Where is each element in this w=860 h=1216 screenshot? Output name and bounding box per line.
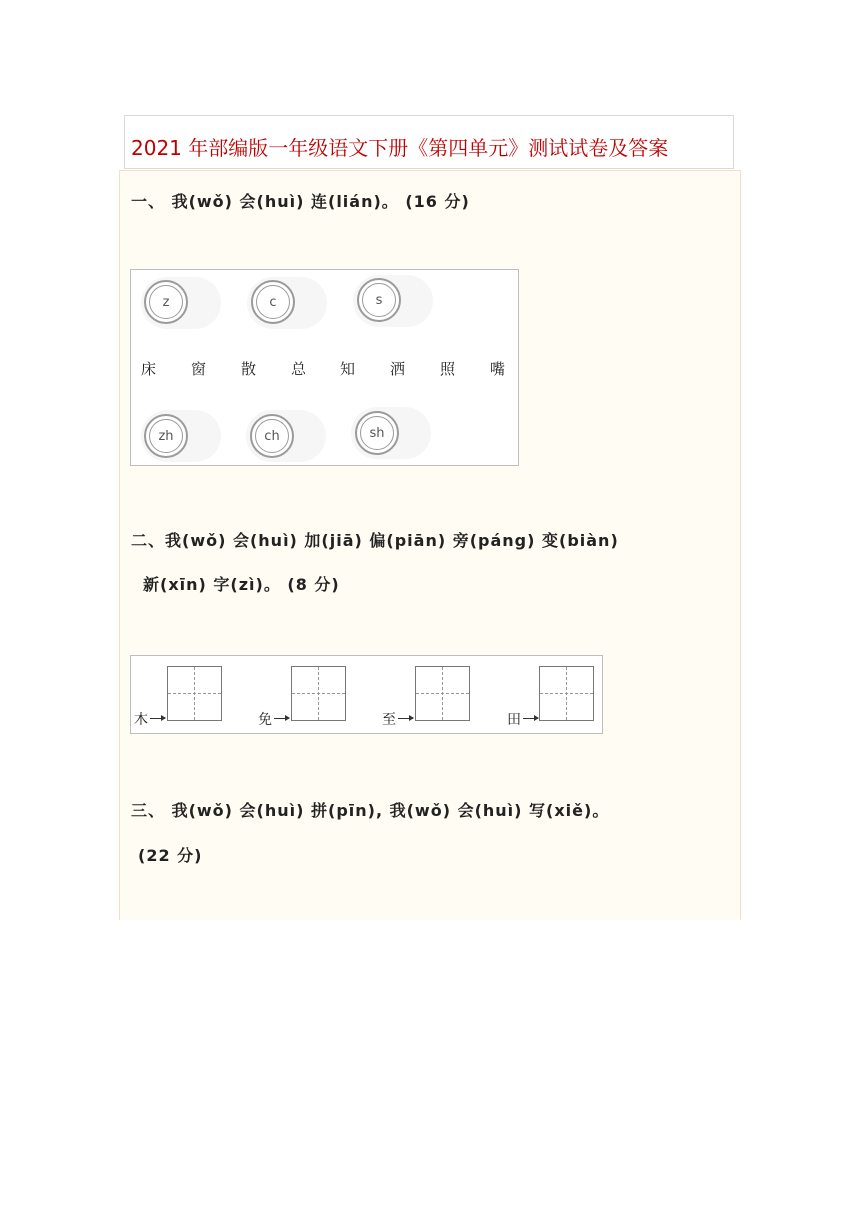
document-title: 2021 年部编版一年级语文下册《第四单元》测试试卷及答案 bbox=[131, 136, 669, 160]
radical-mian: 免 bbox=[258, 712, 272, 728]
character-item: 总 bbox=[291, 360, 307, 378]
initial-circle-z: z bbox=[144, 280, 188, 324]
matching-figure bbox=[130, 269, 519, 466]
character-item: 窗 bbox=[191, 360, 207, 378]
title-box bbox=[124, 115, 734, 169]
initial-circle-s: s bbox=[357, 278, 401, 322]
character-item: 照 bbox=[440, 360, 456, 378]
character-item: 洒 bbox=[390, 360, 406, 378]
radical-figure bbox=[130, 655, 603, 734]
writing-grid bbox=[167, 666, 222, 721]
writing-grid bbox=[415, 666, 470, 721]
question-3-line-2: (22 分) bbox=[138, 846, 203, 865]
arrow-icon bbox=[523, 718, 538, 719]
character-item: 散 bbox=[241, 360, 257, 378]
arrow-icon bbox=[274, 718, 289, 719]
character-item: 知 bbox=[340, 360, 356, 378]
writing-grid bbox=[291, 666, 346, 721]
character-item: 嘴 bbox=[490, 360, 506, 378]
question-1-text: 一、 我(wǒ) 会(huì) 连(lián)。 (16 分) bbox=[131, 192, 470, 211]
initial-circle-sh: sh bbox=[355, 411, 399, 455]
character-item: 床 bbox=[141, 360, 157, 378]
arrow-icon bbox=[398, 718, 413, 719]
radical-tian: 田 bbox=[507, 712, 521, 728]
radical-mu: 木 bbox=[134, 712, 148, 728]
arrow-icon bbox=[150, 718, 165, 719]
question-2-line-1: 二、我(wǒ) 会(huì) 加(jiā) 偏(piān) 旁(páng) 变(biàn) bbox=[131, 531, 619, 550]
question-3-line-1: 三、 我(wǒ) 会(huì) 拼(pīn), 我(wǒ) 会(huì) 写(xiě)。 bbox=[131, 801, 610, 820]
radical-zhi: 至 bbox=[382, 712, 396, 728]
writing-grid bbox=[539, 666, 594, 721]
initial-circle-zh: zh bbox=[144, 414, 188, 458]
question-2-line-2: 新(xīn) 字(zì)。 (8 分) bbox=[143, 575, 340, 594]
initial-circle-c: c bbox=[251, 280, 295, 324]
initial-circle-ch: ch bbox=[250, 414, 294, 458]
